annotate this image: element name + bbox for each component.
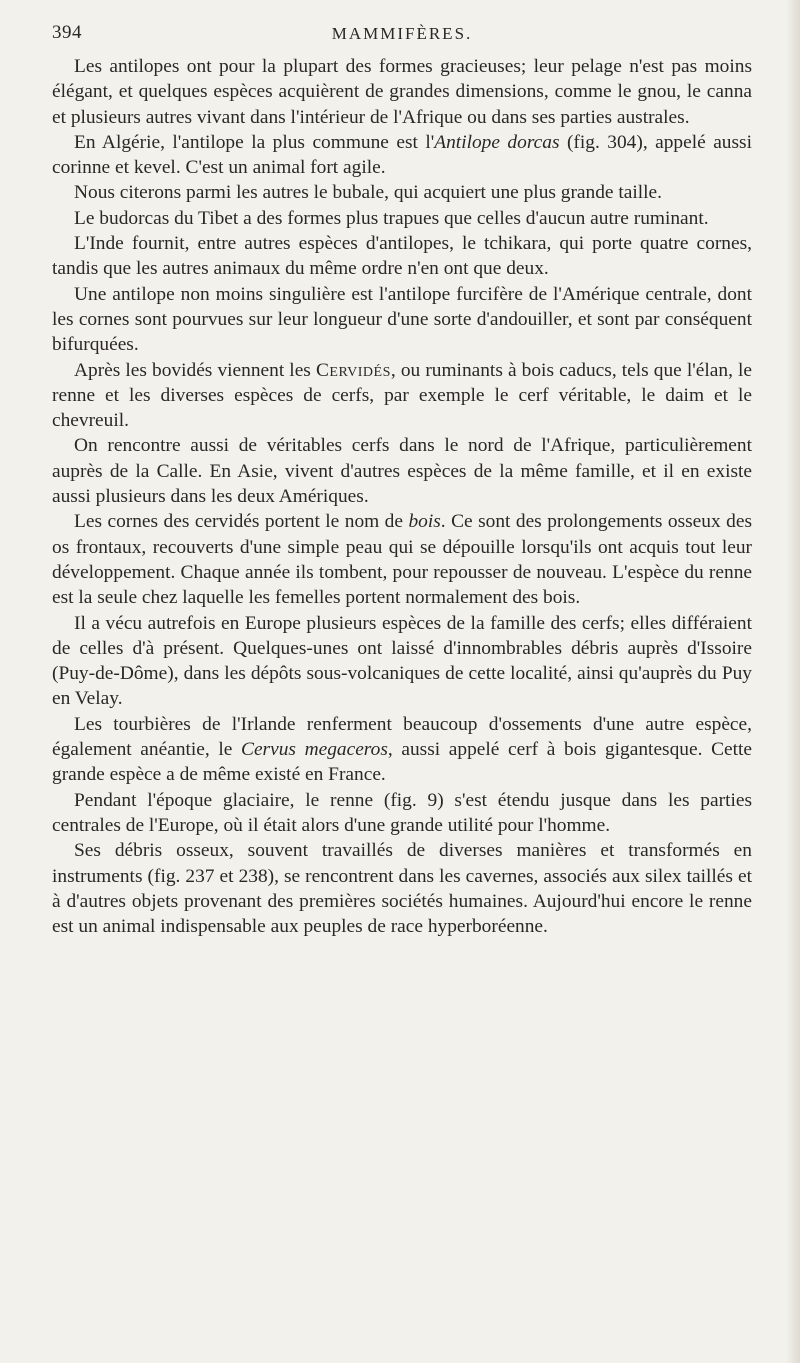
paragraph-cerfs-afrique: On rencontre aussi de véritables cerfs dans le nord de l'Afrique, particulièrement auprès de la Calle. En Asie, vivent d'autres espèces de la même famille, et il en existe aussi plusieurs dans les deux Amériques. [52,435,752,508]
paragraph-debris-osseux: Ses débris osseux, souvent travaillés de diverses manières et transformés en instruments (fig. 237 et 238), se rencontrent dans les cavernes, associés aux silex taillés et à d'autres objets provenant des premières sociétés humaines. Aujourd'hui encore le renne est un animal indispensable aux peuples de race hyperboréenne. [52,840,752,938]
family-name-small-caps: Cervidés [315,359,391,381]
term-italic: bois [408,511,441,533]
paragraph-inde: L'Inde fournit, entre autres espèces d'antilopes, le tchikara, qui porte quatre cornes, tandis que les autres animaux du même ordre n'en ont que deux. [52,233,752,280]
paragraph-cervides: Après les bovidés viennent les Cervidés, ou ruminants à bois caducs, tels que l'élan, le renne et les diverses espèces de cerfs, par exemple le cerf véritable, le daim et le chevreuil. [52,359,752,432]
paragraph-budorcas: Le budorcas du Tibet a des formes plus trapues que celles d'aucun autre ruminant. [74,207,709,229]
paragraph-bois: Les cornes des cervidés portent le nom de bois. Ce sont des prolongements osseux des os frontaux, recouverts d'une simple peau qui se dépouille lorsqu'ils ont acquis tout leur développement. Chaque année ils tombent, pour repousser de nouveau. L'espèce du renne est la seule chez laquelle les femelles portent normalement des bois. [52,511,752,609]
running-head: MAMMIFÈRES. [331,24,473,43]
paragraph-algerie: En Algérie, l'antilope la plus commune est l'Antilope dorcas (fig. 304), appelé aussi corinne et kevel. C'est un animal fort agile. [52,131,752,179]
paragraph-antilopes-formes: Les antilopes ont pour la plupart des formes gracieuses; leur pelage n'est pas moins élégant, et quelques espèces acquièrent de grandes dimensions, comme le gnou, le canna et plusieurs autres vivant dans l'intérieur de l'Afrique ou dans ses parties australes. [52,56,752,128]
page-header [52,18,752,48]
body-text [52,54,752,939]
paragraph-furcifere: Une antilope non moins singulière est l'antilope furcifère de l'Amérique centrale, dont les cornes sont pourvues sur leur longueur d'une sorte d'andouiller, et sont par conséquent bifurquées. [52,283,752,356]
paragraph-europe: Il a vécu autrefois en Europe plusieurs espèces de la famille des cerfs; elles différaient de celles d'à présent. Quelques-unes ont laissé d'innombrables débris auprès d'Issoire (Puy-de-Dôme), dans les dépôts sous-volcaniques de cette localité, ainsi qu'auprès du Puy en Velay. [52,612,752,710]
paragraph-bubale: Nous citerons parmi les autres le bubale, qui acquiert une plus grande taille. [74,182,662,204]
paragraph-epoque-glaciaire: Pendant l'époque glaciaire, le renne (fig. 9) s'est étendu jusque dans les parties centrales de l'Europe, où il était alors d'une grande utilité pour l'homme. [52,789,752,836]
species-name-italic: Cervus megaceros [241,739,388,761]
species-name-italic: Antilope dorcas [434,131,560,153]
paragraph-irlande: Les tourbières de l'Irlande renferment beaucoup d'ossements d'une autre espèce, également anéantie, le Cervus megaceros, aussi appelé cerf à bois gigantesque. Cette grande espèce a de même existé en France. [52,713,752,786]
page-number: 394 [52,22,82,43]
